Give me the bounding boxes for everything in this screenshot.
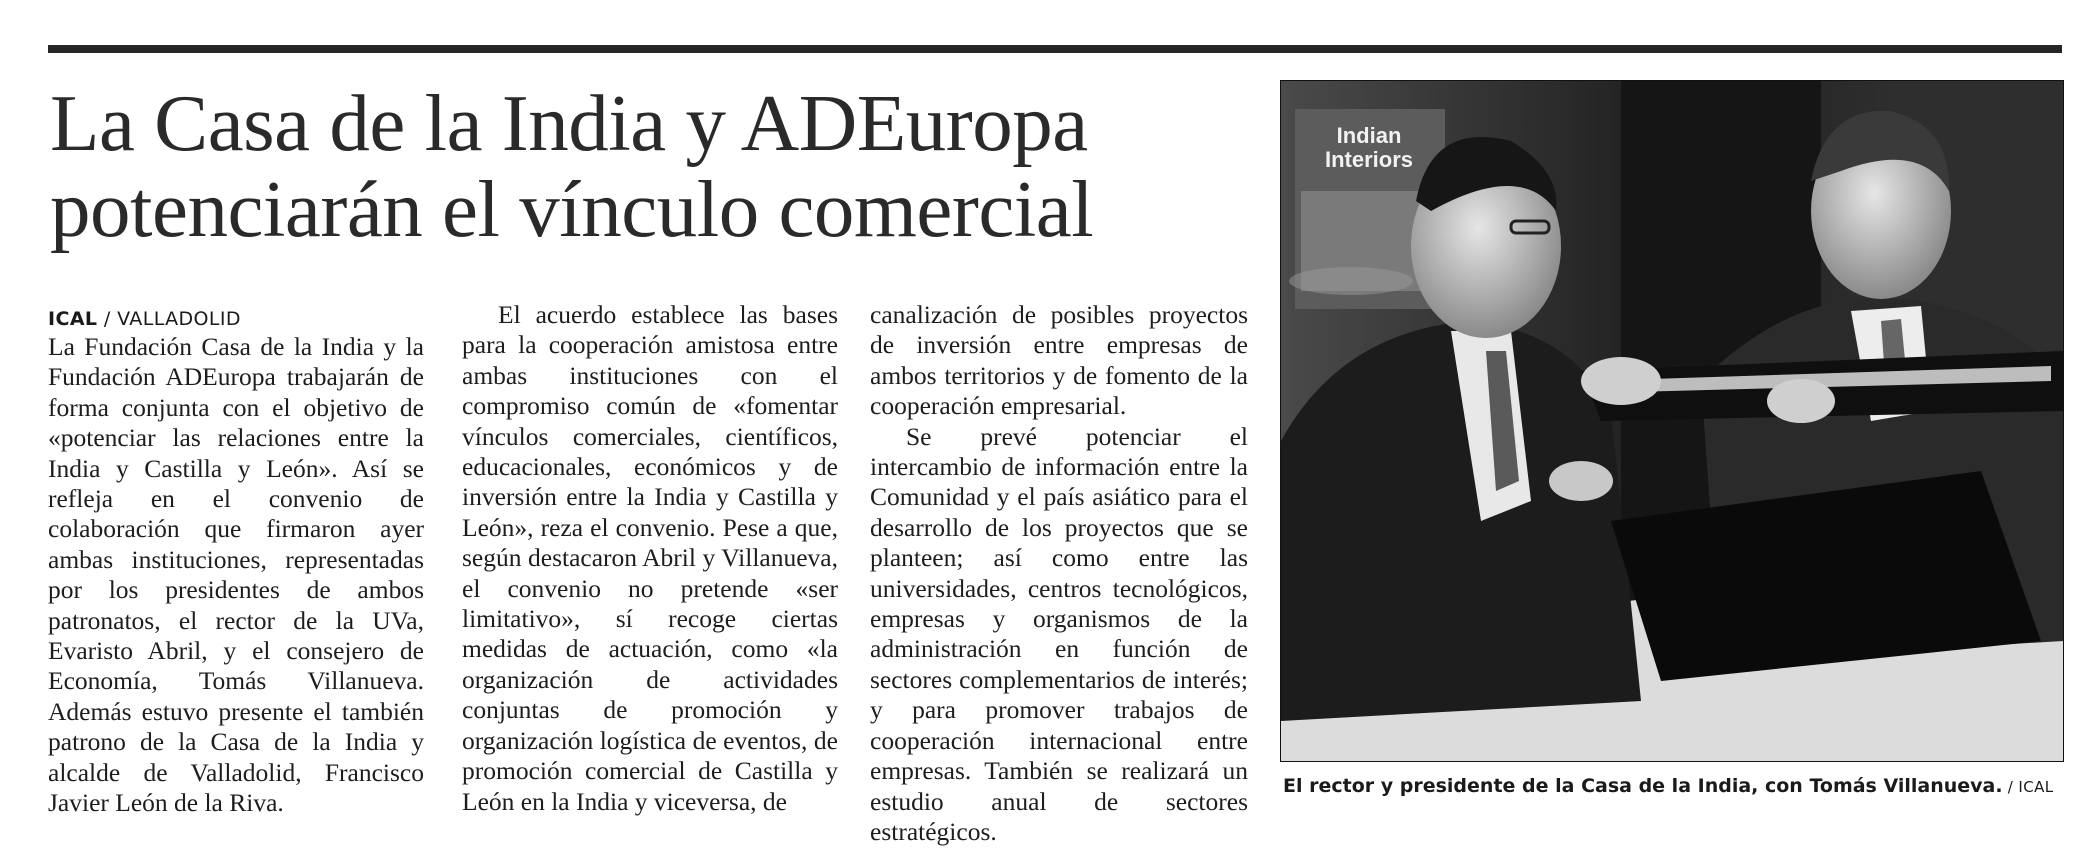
caption-credit: / ICAL	[2002, 778, 2054, 796]
news-photo	[1280, 80, 2064, 762]
paragraph: Se prevé potenciar el intercambio de información entre la Comunidad y el país asiático para el desarrollo de los proyectos que se planteen; así como entre las universidades, centros tecnológicos, empresas y organismos de la administración en función de sectores complementarios de interés; y para promover trabajos de cooperación internacional entre empresas. También se realizará un estudio anual de sectores estratégicos.	[870, 421, 1248, 846]
paragraph: La Fundación Casa de la India y la Fundación ADEuropa trabajarán de forma conjunta con el objetivo de «potenciar las relaciones entre la India y Castilla y León». Así se refleja en el convenio de colaboración que firmaron ayer ambas instituciones, representadas por los presidentes de ambos patronatos, el rector de la UVa, Evaristo Abril, y el consejero de Economía, Tomás Villanueva. Además estuvo presente el también patrono de la Casa de la India y alcalde de Valladolid, Francisco Javier León de la Riva.	[48, 332, 424, 818]
dateline-separator: /	[97, 308, 118, 330]
article-column-2	[462, 300, 838, 817]
dateline	[48, 306, 424, 332]
article-column-3	[870, 300, 1248, 847]
headline-line-1: La Casa de la India y ADEuropa	[50, 78, 1088, 168]
photo-illustration	[1281, 81, 2063, 761]
dateline-city: VALLADOLID	[117, 308, 241, 330]
paragraph: canalización de posibles proyectos de inversión entre empresas de ambos territorios y de fomento de la cooperación empresarial.	[870, 300, 1248, 421]
top-rule	[48, 45, 2062, 53]
book-title-line-2: Interiors	[1324, 147, 1414, 172]
headline	[50, 80, 1240, 252]
headline-line-2: potenciarán el vínculo comercial	[50, 164, 1094, 254]
book-title-line-1: Indian	[1336, 123, 1402, 148]
caption-text: El rector y presidente de la Casa de la India, con Tomás Villanueva.	[1283, 775, 2003, 797]
photo-caption	[1283, 775, 2073, 797]
dateline-agency: ICAL	[48, 308, 98, 330]
article-column-1	[48, 306, 424, 819]
paragraph: El acuerdo establece las bases para la cooperación amistosa entre ambas instituciones con el compromiso común de «fomentar vínculos comerciales, científicos, educacionales, económicos y de inversión entre la India y Castilla y León», reza el convenio. Pese a que, según destacaron Abril y Villanueva, el convenio no pretende «ser limitativo», sí recoge ciertas medidas de actuación, como «la organización de actividades conjuntas de promoción y organización logística de eventos, de promoción comercial de Castilla y León en la India y viceversa, de	[462, 300, 838, 816]
